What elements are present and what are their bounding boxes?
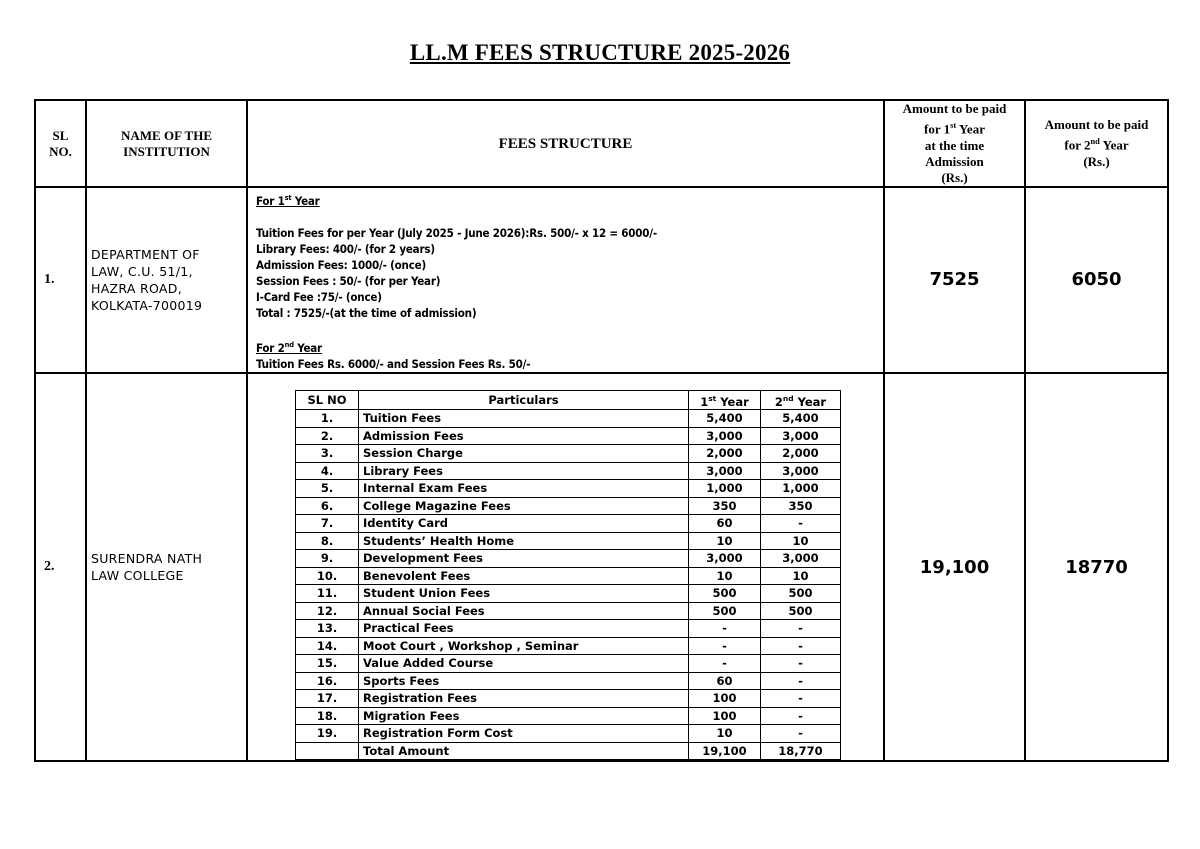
table-row bbox=[296, 725, 841, 743]
table-row bbox=[296, 672, 841, 690]
row-institution bbox=[86, 187, 247, 373]
row-year1: 500 bbox=[689, 602, 761, 620]
table-row bbox=[296, 742, 841, 760]
row-sl-no: 1. bbox=[296, 410, 359, 428]
row-year2: - bbox=[761, 637, 841, 655]
row-particular: Admission Fees bbox=[359, 427, 689, 445]
row-amount-year1: 7525 bbox=[884, 187, 1025, 373]
fees-table bbox=[34, 99, 1169, 762]
row-particular: Development Fees bbox=[359, 550, 689, 568]
row-year2: 18,770 bbox=[761, 742, 841, 760]
row-year1: 10 bbox=[689, 567, 761, 585]
row-particular: Total Amount bbox=[359, 742, 689, 760]
row-year2: - bbox=[761, 725, 841, 743]
row-sl-no: 7. bbox=[296, 515, 359, 533]
row-sl: 1. bbox=[35, 187, 86, 373]
row-year1: 60 bbox=[689, 672, 761, 690]
table-row bbox=[296, 637, 841, 655]
row-year1: 100 bbox=[689, 707, 761, 725]
row-year1: 5,400 bbox=[689, 410, 761, 428]
row-year2: 350 bbox=[761, 497, 841, 515]
row-year1: 350 bbox=[689, 497, 761, 515]
row-particular: College Magazine Fees bbox=[359, 497, 689, 515]
fees-heading-year2: For 2nd Year bbox=[256, 339, 322, 355]
row-fees-structure bbox=[247, 373, 884, 762]
row-particular: Migration Fees bbox=[359, 707, 689, 725]
fees-lines-year1 bbox=[256, 225, 883, 321]
header-amount-line: Amount to be paid bbox=[1044, 117, 1149, 133]
row-sl-no: 4. bbox=[296, 462, 359, 480]
institution-line: LAW COLLEGE bbox=[91, 568, 184, 584]
row-sl-no bbox=[296, 742, 359, 760]
row-particular: Practical Fees bbox=[359, 620, 689, 638]
row-year1: 100 bbox=[689, 690, 761, 708]
row-sl-no: 12. bbox=[296, 602, 359, 620]
institution-line: HAZRA ROAD, bbox=[91, 280, 182, 296]
header-no-text: NO. bbox=[49, 143, 72, 159]
row-particular: Benevolent Fees bbox=[359, 567, 689, 585]
row-sl-no: 10. bbox=[296, 567, 359, 585]
row-particular: Moot Court , Workshop , Seminar bbox=[359, 637, 689, 655]
header-amount-year2 bbox=[1025, 100, 1168, 187]
row-year1: 60 bbox=[689, 515, 761, 533]
institution-line: LAW, C.U. 51/1, bbox=[91, 263, 193, 279]
row-sl-no: 9. bbox=[296, 550, 359, 568]
row-particular: Tuition Fees bbox=[359, 410, 689, 428]
row-sl-no: 16. bbox=[296, 672, 359, 690]
column-header: SL NO bbox=[296, 390, 359, 410]
row-particular: Library Fees bbox=[359, 462, 689, 480]
table-row bbox=[296, 480, 841, 498]
table-row bbox=[296, 550, 841, 568]
header-amount-line: Amount to be paid bbox=[902, 101, 1007, 117]
table-row bbox=[296, 602, 841, 620]
header-fees-structure: FEES STRUCTURE bbox=[247, 100, 884, 187]
row-year1: 2,000 bbox=[689, 445, 761, 463]
header-amount-line: Admission bbox=[925, 153, 984, 169]
row-particular: Internal Exam Fees bbox=[359, 480, 689, 498]
row-year2: - bbox=[761, 655, 841, 673]
row-year1: - bbox=[689, 620, 761, 638]
row-fees-structure bbox=[247, 187, 884, 373]
institution-line: KOLKATA-700019 bbox=[91, 297, 203, 313]
row-particular: Registration Form Cost bbox=[359, 725, 689, 743]
fees-line: I-Card Fee :75/- (once) bbox=[256, 289, 382, 304]
fees-line: Total : 7525/-(at the time of admission) bbox=[256, 305, 477, 320]
header-institution-line2: INSTITUTION bbox=[123, 143, 210, 159]
table-row bbox=[296, 707, 841, 725]
table-row bbox=[296, 690, 841, 708]
row-particular: Annual Social Fees bbox=[359, 602, 689, 620]
fees-line: Session Fees : 50/- (for per Year) bbox=[256, 273, 441, 288]
table-row bbox=[296, 515, 841, 533]
row-particular: Sports Fees bbox=[359, 672, 689, 690]
row-year2: - bbox=[761, 690, 841, 708]
row-particular: Student Union Fees bbox=[359, 585, 689, 603]
row-amount-year2: 18770 bbox=[1025, 373, 1168, 762]
row-year2: 2,000 bbox=[761, 445, 841, 463]
row-year2: 5,400 bbox=[761, 410, 841, 428]
header-institution bbox=[86, 100, 247, 187]
page-title: LL.M FEES STRUCTURE 2025-2026 bbox=[409, 40, 791, 65]
row-year2: - bbox=[761, 707, 841, 725]
table-row bbox=[296, 620, 841, 638]
fees-line: Library Fees: 400/- (for 2 years) bbox=[256, 241, 435, 256]
row-year2: 1,000 bbox=[761, 480, 841, 498]
row-year2: 10 bbox=[761, 532, 841, 550]
header-amount-line: for 1st Year bbox=[924, 120, 985, 137]
table-row bbox=[296, 410, 841, 428]
fees-line: Tuition Fees for per Year (July 2025 - June 2026):Rs. 500/- x 12 = 6000/- bbox=[256, 225, 657, 240]
row-year2: - bbox=[761, 515, 841, 533]
row-year2: 3,000 bbox=[761, 427, 841, 445]
row-sl-no: 3. bbox=[296, 445, 359, 463]
row-sl-no: 2. bbox=[296, 427, 359, 445]
row-particular: Value Added Course bbox=[359, 655, 689, 673]
column-header: 1st Year bbox=[689, 390, 761, 410]
row-year1: 500 bbox=[689, 585, 761, 603]
row-sl-no: 15. bbox=[296, 655, 359, 673]
row-year1: 10 bbox=[689, 532, 761, 550]
header-amount-line: at the time bbox=[924, 137, 985, 153]
table-row bbox=[296, 585, 841, 603]
institution-line: SURENDRA NATH bbox=[91, 551, 203, 567]
row-sl-no: 17. bbox=[296, 690, 359, 708]
table-row bbox=[296, 655, 841, 673]
row-sl-no: 18. bbox=[296, 707, 359, 725]
row-sl-no: 6. bbox=[296, 497, 359, 515]
row-sl-no: 14. bbox=[296, 637, 359, 655]
row-sl-no: 19. bbox=[296, 725, 359, 743]
row-year2: 3,000 bbox=[761, 462, 841, 480]
header-sl-text: SL bbox=[52, 127, 69, 143]
header-amount-year1 bbox=[884, 100, 1025, 187]
fees-table-header bbox=[296, 390, 841, 410]
row-sl-no: 11. bbox=[296, 585, 359, 603]
table-row bbox=[296, 427, 841, 445]
header-amount-line: (Rs.) bbox=[1083, 153, 1110, 169]
row-year1: 3,000 bbox=[689, 462, 761, 480]
table-row bbox=[296, 445, 841, 463]
row-institution bbox=[86, 373, 247, 762]
row-year1: - bbox=[689, 637, 761, 655]
table-row bbox=[296, 462, 841, 480]
fees-heading-year1: For 1st Year bbox=[256, 193, 320, 208]
row-sl-no: 5. bbox=[296, 480, 359, 498]
row-particular: Students’ Health Home bbox=[359, 532, 689, 550]
column-header: Particulars bbox=[359, 390, 689, 410]
column-header: 2nd Year bbox=[761, 390, 841, 410]
row-amount-year1: 19,100 bbox=[884, 373, 1025, 762]
row-year1: 3,000 bbox=[689, 550, 761, 568]
row-year2: 3,000 bbox=[761, 550, 841, 568]
table-row bbox=[296, 497, 841, 515]
row-year1: 1,000 bbox=[689, 480, 761, 498]
row-year2: 10 bbox=[761, 567, 841, 585]
table-row bbox=[296, 532, 841, 550]
fees-line: Tuition Fees Rs. 6000/- and Session Fees Rs. 50/- bbox=[256, 356, 531, 371]
college-fees-table bbox=[295, 390, 841, 761]
row-sl-no: 8. bbox=[296, 532, 359, 550]
row-year2: 500 bbox=[761, 602, 841, 620]
row-sl-no: 13. bbox=[296, 620, 359, 638]
institution-line: DEPARTMENT OF bbox=[91, 246, 200, 262]
row-year2: - bbox=[761, 620, 841, 638]
table-row bbox=[35, 373, 1168, 762]
header-sl-no bbox=[35, 100, 86, 187]
row-sl: 2. bbox=[35, 373, 86, 762]
header-amount-line: for 2nd Year bbox=[1064, 136, 1129, 153]
fees-lines-year2 bbox=[256, 356, 883, 372]
row-particular: Session Charge bbox=[359, 445, 689, 463]
header-amount-line: (Rs.) bbox=[941, 169, 968, 185]
table-row bbox=[35, 187, 1168, 373]
row-year2: - bbox=[761, 672, 841, 690]
fees-line: Admission Fees: 1000/- (once) bbox=[256, 257, 426, 272]
row-year1: - bbox=[689, 655, 761, 673]
row-year1: 3,000 bbox=[689, 427, 761, 445]
table-row bbox=[296, 567, 841, 585]
row-year2: 500 bbox=[761, 585, 841, 603]
header-institution-line1: NAME OF THE bbox=[120, 127, 212, 143]
row-year1: 19,100 bbox=[689, 742, 761, 760]
row-amount-year2: 6050 bbox=[1025, 187, 1168, 373]
row-particular: Identity Card bbox=[359, 515, 689, 533]
header-row bbox=[35, 100, 1168, 187]
row-particular: Registration Fees bbox=[359, 690, 689, 708]
row-year1: 10 bbox=[689, 725, 761, 743]
